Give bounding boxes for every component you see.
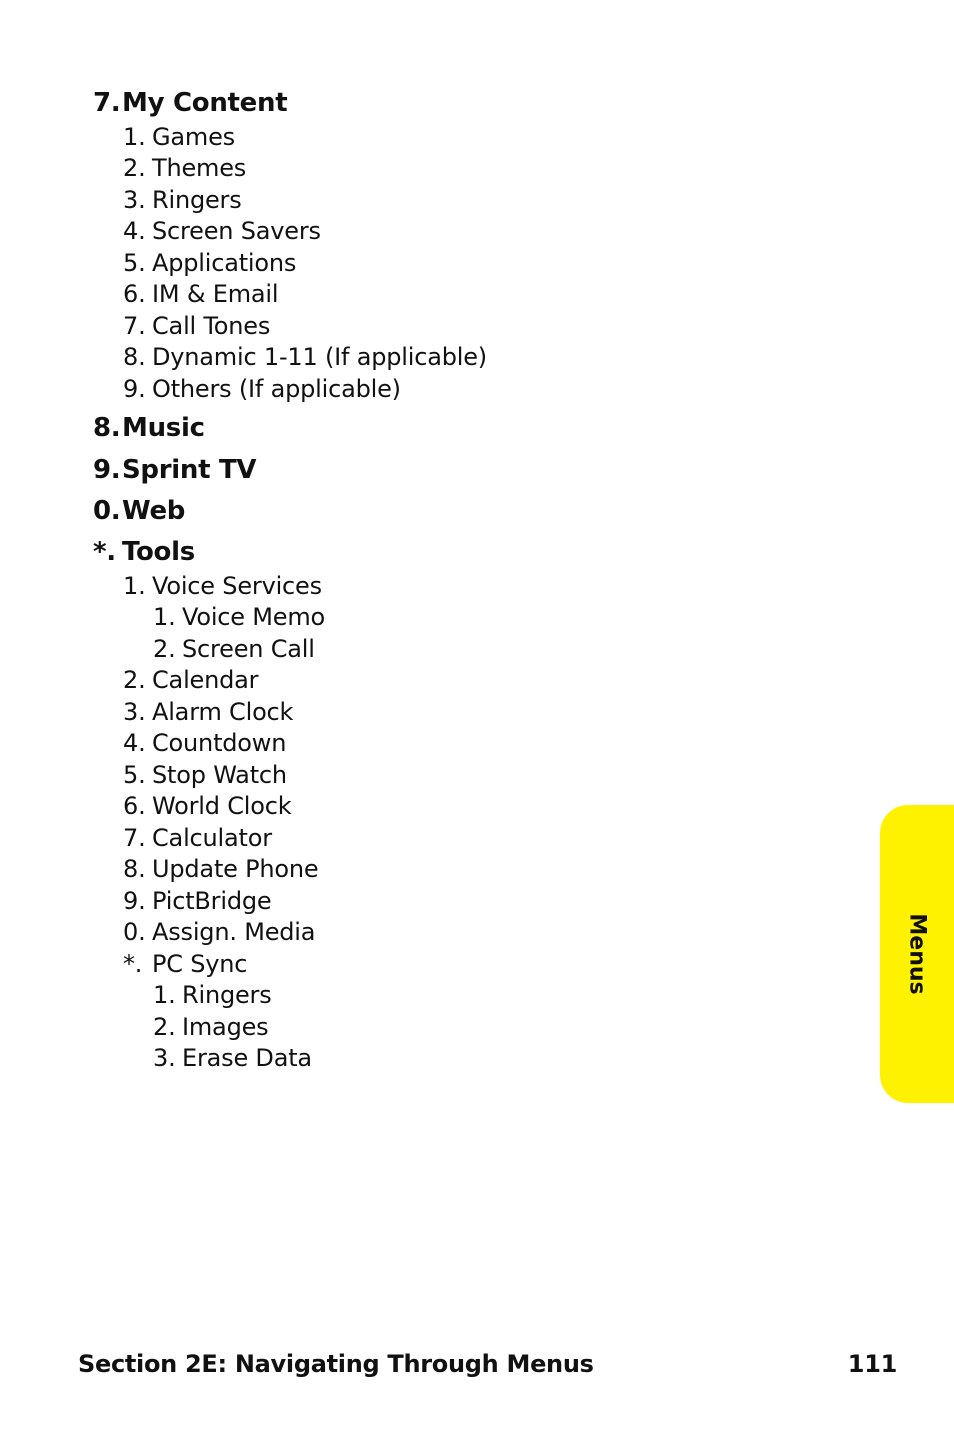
section-label: Tools (122, 537, 195, 567)
sub-list-item (153, 603, 325, 631)
item-number: 7. (123, 824, 146, 852)
item-label: PictBridge (152, 887, 272, 915)
sub-list-item (153, 1013, 268, 1041)
item-label: Others (If applicable) (152, 375, 401, 403)
section-label: Web (122, 496, 186, 526)
sub-list-item (153, 1044, 312, 1072)
list-item (123, 154, 246, 182)
list-item (123, 792, 291, 820)
item-label: Calendar (152, 666, 259, 694)
item-label: Erase Data (182, 1044, 312, 1072)
item-label: Ringers (182, 981, 272, 1009)
item-number: 2. (123, 154, 146, 182)
section-label: My Content (122, 88, 288, 118)
footer-page-number: 111 (847, 1350, 897, 1378)
item-label: Voice Services (152, 572, 322, 600)
section-number: 0. (93, 496, 121, 526)
item-label: Assign. Media (152, 918, 316, 946)
section-heading-sprint-tv (93, 455, 256, 485)
list-item (123, 312, 270, 340)
item-label: Games (152, 123, 235, 151)
item-number: 1. (123, 123, 146, 151)
section-heading-web (93, 496, 185, 526)
list-item (123, 887, 271, 915)
item-number: 3. (123, 186, 146, 214)
item-number: 1. (123, 572, 146, 600)
item-number: 9. (123, 887, 146, 915)
sub-list-item (153, 981, 272, 1009)
list-item (123, 375, 401, 403)
list-item (123, 729, 286, 757)
item-label: Call Tones (152, 312, 271, 340)
item-number: 1. (153, 981, 176, 1009)
item-label: Alarm Clock (152, 698, 294, 726)
item-label: Dynamic 1-11 (If applicable) (152, 343, 487, 371)
list-item (123, 855, 319, 883)
section-heading-tools (93, 537, 195, 567)
footer-section-title: Section 2E: Navigating Through Menus (78, 1350, 594, 1378)
item-number: 7. (123, 312, 146, 340)
item-label: Update Phone (152, 855, 319, 883)
section-label: Sprint TV (122, 455, 257, 485)
item-number: 5. (123, 249, 146, 277)
item-label: Applications (152, 249, 297, 277)
item-label: Stop Watch (152, 761, 287, 789)
item-number: 0. (123, 918, 146, 946)
item-number: 2. (153, 635, 176, 663)
list-item (123, 824, 272, 852)
sub-list-item (153, 635, 315, 663)
list-item (123, 280, 278, 308)
list-item (123, 217, 321, 245)
item-label: Screen Call (182, 635, 315, 663)
section-number: 7. (93, 88, 121, 118)
item-number: 3. (153, 1044, 176, 1072)
item-number: 2. (123, 666, 146, 694)
item-number: *. (123, 950, 143, 978)
item-number: 5. (123, 761, 146, 789)
item-number: 8. (123, 343, 146, 371)
list-item (123, 249, 296, 277)
list-item (123, 343, 487, 371)
section-number: *. (93, 537, 116, 567)
list-item (123, 918, 315, 946)
section-heading-my-content (93, 88, 287, 118)
item-number: 4. (123, 729, 146, 757)
item-number: 3. (123, 698, 146, 726)
list-item (123, 186, 242, 214)
item-label: Ringers (152, 186, 242, 214)
item-label: Themes (152, 154, 247, 182)
list-item (123, 950, 247, 978)
section-number: 9. (93, 455, 121, 485)
item-label: Screen Savers (152, 217, 321, 245)
item-number: 9. (123, 375, 146, 403)
list-item (123, 123, 235, 151)
item-label: PC Sync (152, 950, 248, 978)
item-number: 6. (123, 792, 146, 820)
item-number: 1. (153, 603, 176, 631)
section-heading-music (93, 413, 205, 443)
item-number: 6. (123, 280, 146, 308)
section-number: 8. (93, 413, 121, 443)
item-label: Calculator (152, 824, 272, 852)
list-item (123, 666, 258, 694)
item-number: 8. (123, 855, 146, 883)
section-label: Music (122, 413, 205, 443)
list-item (123, 698, 293, 726)
item-number: 2. (153, 1013, 176, 1041)
side-tab-menus (880, 805, 954, 1103)
item-label: Images (182, 1013, 269, 1041)
item-number: 4. (123, 217, 146, 245)
item-label: World Clock (152, 792, 292, 820)
item-label: IM & Email (152, 280, 279, 308)
list-item (123, 761, 287, 789)
side-tab-label: Menus (904, 913, 930, 995)
item-label: Voice Memo (182, 603, 326, 631)
list-item (123, 572, 322, 600)
item-label: Countdown (152, 729, 287, 757)
